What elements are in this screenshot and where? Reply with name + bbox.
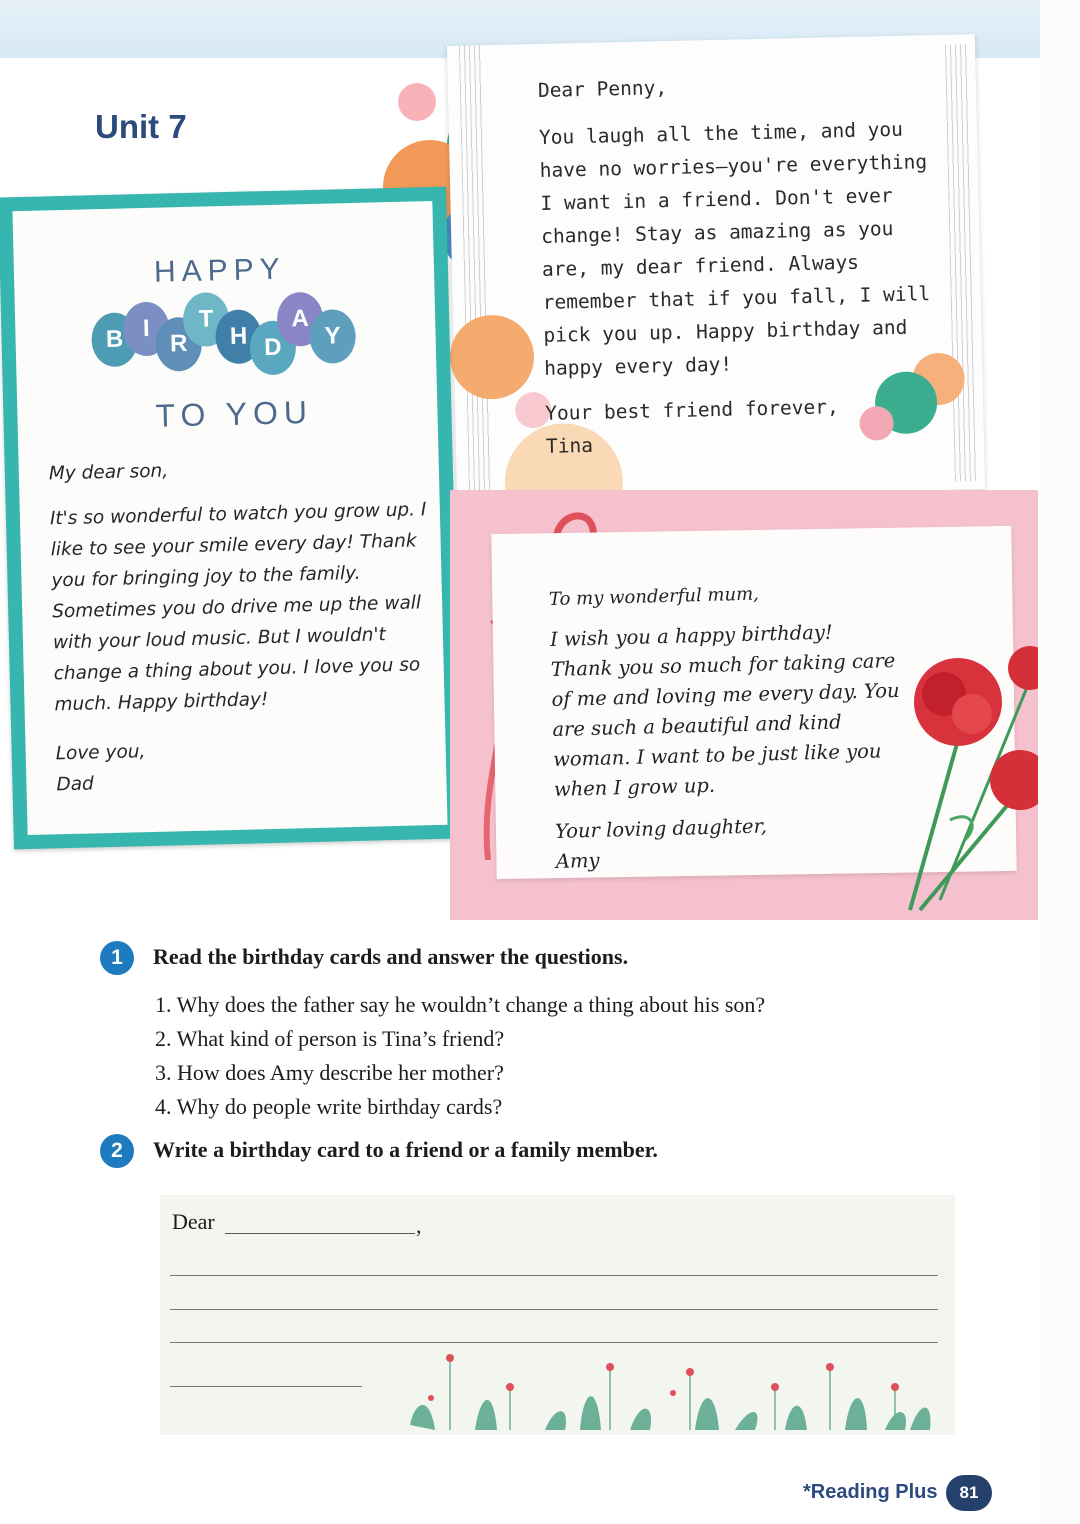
comma: , <box>416 1213 422 1238</box>
dad-body: It's so wonderful to watch you grow up. I like to see your smile every day! Thank you for bringing joy to the family. Sometimes you do drive me up the wall with your loud music. But I wouldn't change a thing about you. I love you so much. Happy birthday! <box>49 499 427 716</box>
writing-line[interactable] <box>170 1309 938 1310</box>
question-item: 1. Why does the father say he wouldn’t change a thing about his son? <box>155 992 766 1017</box>
dad-card-text <box>48 449 446 800</box>
writing-box[interactable] <box>160 1195 955 1435</box>
to-you-heading: TO YOU <box>155 393 314 434</box>
balloon-letter: B <box>91 312 138 367</box>
grass-flower-decoration <box>405 1345 945 1435</box>
decor-dot-pink <box>398 83 436 121</box>
tina-card-text <box>538 65 947 463</box>
amy-card-text <box>549 576 907 877</box>
amy-closing: Your loving daughter, <box>554 814 768 843</box>
writing-line[interactable] <box>170 1275 938 1276</box>
balloon-letter: R <box>155 317 202 372</box>
amy-body: I wish you a happy birthday! Thank you so much for taking care of me and loving me every day. You are such a beautiful and kind woman. I want to be just like you when I grow up. <box>549 620 900 801</box>
page-edge <box>1040 0 1080 1524</box>
dad-closing: Love you, <box>55 741 146 765</box>
writing-line[interactable] <box>170 1386 362 1387</box>
dad-signature: Dad <box>56 773 95 796</box>
birthday-card-tina <box>447 34 985 501</box>
unit-title: Unit 7 <box>95 108 187 145</box>
amy-signature: Amy <box>555 848 600 873</box>
tina-closing: Your best friend forever, <box>545 395 839 425</box>
exercise-1-title: Read the birthday cards and answer the questions. <box>153 944 629 969</box>
card-stripe <box>945 44 977 481</box>
dad-greeting: My dear son, <box>48 460 169 485</box>
balloon-letter: D <box>249 320 296 375</box>
question-list <box>155 988 765 1124</box>
carnation-flowers <box>880 640 1038 920</box>
question-item: 2. What kind of person is Tina’s friend? <box>155 1026 505 1051</box>
birthday-card-dad <box>0 187 462 850</box>
question-item: 3. How does Amy describe her mother? <box>155 1060 504 1085</box>
card-inner <box>12 201 447 835</box>
amy-greeting: To my wonderful mum, <box>548 583 760 611</box>
page-number-badge: 81 <box>946 1475 992 1511</box>
balloon-letter: H <box>215 309 262 364</box>
writing-line[interactable] <box>170 1342 938 1343</box>
recipient-blank[interactable] <box>225 1233 415 1234</box>
decor-dot-orange <box>449 314 535 400</box>
balloon-letter: I <box>123 301 170 356</box>
footer-label: *Reading Plus <box>803 1481 938 1503</box>
dear-label: Dear <box>172 1209 215 1234</box>
card-stripe <box>459 45 493 500</box>
balloon-letter: A <box>277 292 324 347</box>
question-item: 4. Why do people write birthday cards? <box>155 1094 503 1119</box>
happy-heading: HAPPY <box>153 252 287 289</box>
balloon-letter: T <box>182 292 229 347</box>
tina-signature: Tina <box>545 433 594 458</box>
balloon-letter: Y <box>309 309 356 364</box>
exercise-2-title: Write a birthday card to a friend or a family member. <box>153 1137 658 1162</box>
tina-greeting: Dear Penny, <box>537 76 668 102</box>
exercise-number-badge: 2 <box>100 1134 134 1168</box>
exercise-number-badge: 1 <box>100 941 134 975</box>
tina-body: You laugh all the time, and you have no worries—you're everything I want in a friend. Don't ever change! Stay as amazing as you are, my dear friend. Always remember that if you fall, I will pick you up. Happy birthday and happy every day! <box>538 117 931 380</box>
